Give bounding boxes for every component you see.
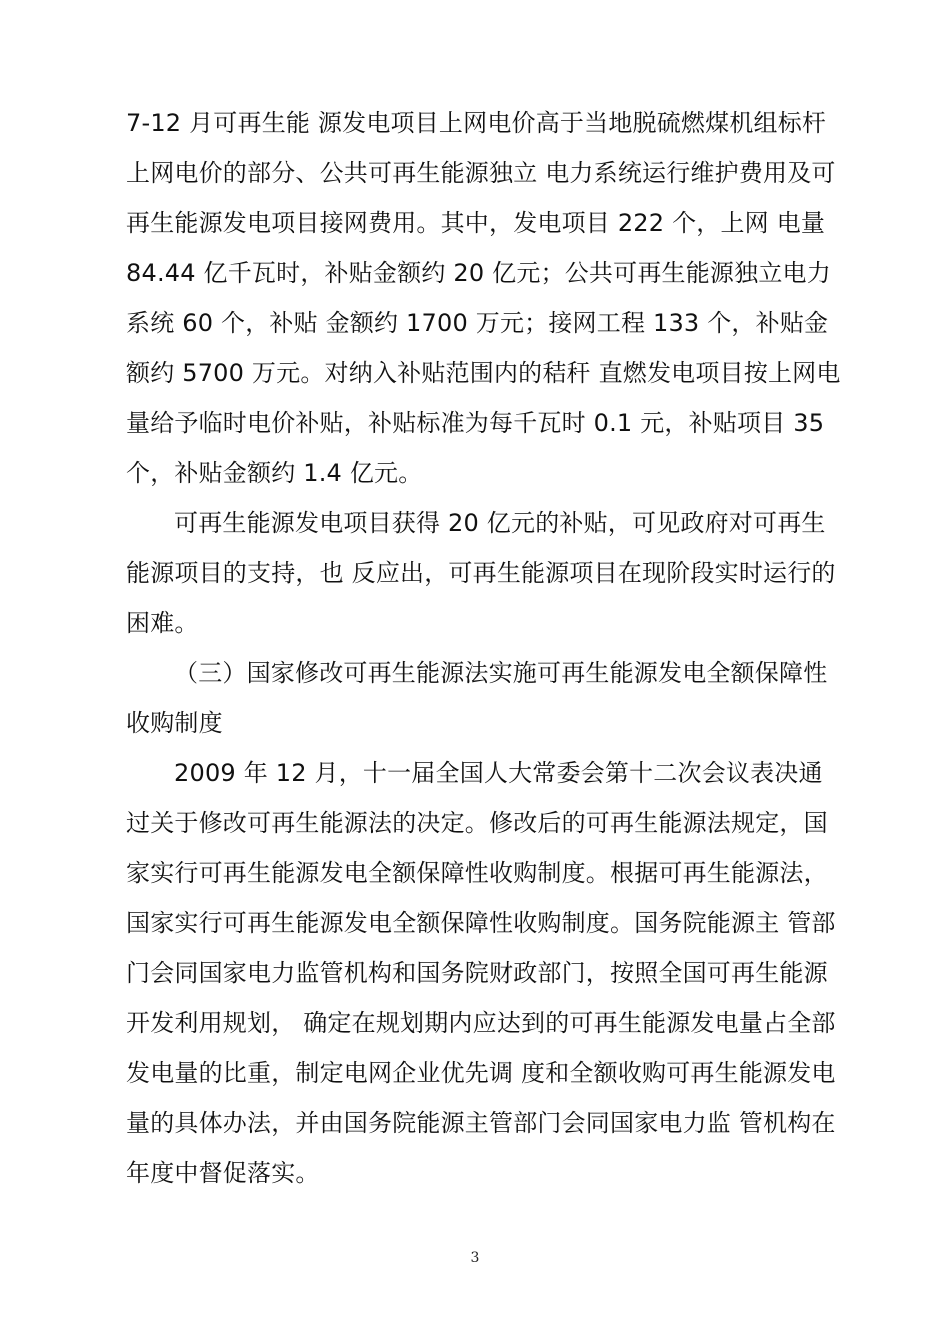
text-line: 国家实行可再生能源发电全额保障性收购制度。国务院能源主 管部	[126, 909, 836, 937]
text-line: 7-12 月可再生能 源发电项目上网电价高于当地脱硫燃煤机组标杆	[126, 109, 827, 137]
text-line: 困难。	[126, 609, 199, 637]
text-line: 量的具体办法，并由国务院能源主管部门会同国家电力监 管机构在	[126, 1109, 836, 1137]
paragraph-support-analysis	[126, 498, 834, 648]
page-number: 3	[470, 1250, 480, 1266]
text-line: 上网电价的部分、公共可再生能源独立 电力系统运行维护费用及可	[126, 159, 836, 187]
text-line: 2009 年 12 月，十一届全国人大常委会第十二次会议表决通	[174, 759, 823, 787]
text-line: 个，补贴金额约 1.4 亿元。	[126, 459, 423, 487]
document-body	[126, 98, 841, 1198]
text-line: 能源项目的支持，也 反应出，可再生能源项目在现阶段实时运行的	[126, 559, 836, 587]
text-line: 发电量的比重，制定电网企业优先调 度和全额收购可再生能源发电	[126, 1059, 836, 1087]
text-line: 系统 60 个，补贴 金额约 1700 万元；接网工程 133 个，补贴金	[126, 309, 829, 337]
text-line: 84.44 亿千瓦时，补贴金额约 20 亿元；公共可再生能源独立电力	[126, 259, 831, 287]
paragraph-subsidy-detail	[126, 98, 841, 498]
text-line: 家实行可再生能源发电全额保障性收购制度。根据可再生能源法，	[126, 859, 828, 887]
text-line: 额约 5700 万元。对纳入补贴范围内的秸秆 直燃发电项目按上网电	[126, 359, 841, 387]
heading-line: （三）国家修改可再生能源法实施可再生能源发电全额保障性	[174, 659, 828, 687]
text-line: 再生能源发电项目接网费用。其中，发电项目 222 个，上网 电量	[126, 209, 826, 237]
text-line: 开发利用规划， 确定在规划期内应达到的可再生能源发电量占全部	[126, 1009, 836, 1037]
heading-line: 收购制度	[126, 709, 223, 737]
text-line: 过关于修改可再生能源法的决定。修改后的可再生能源法规定，国	[126, 809, 828, 837]
section-heading	[126, 648, 834, 748]
text-line: 门会同国家电力监管机构和国务院财政部门，按照全国可再生能源	[126, 959, 828, 987]
text-line: 量给予临时电价补贴，补贴标准为每千瓦时 0.1 元，补贴项目 35	[126, 409, 825, 437]
text-line: 可再生能源发电项目获得 20 亿元的补贴，可见政府对可再生	[174, 509, 826, 537]
text-line: 年度中督促落实。	[126, 1159, 320, 1187]
paragraph-law-amendment	[126, 748, 834, 1198]
